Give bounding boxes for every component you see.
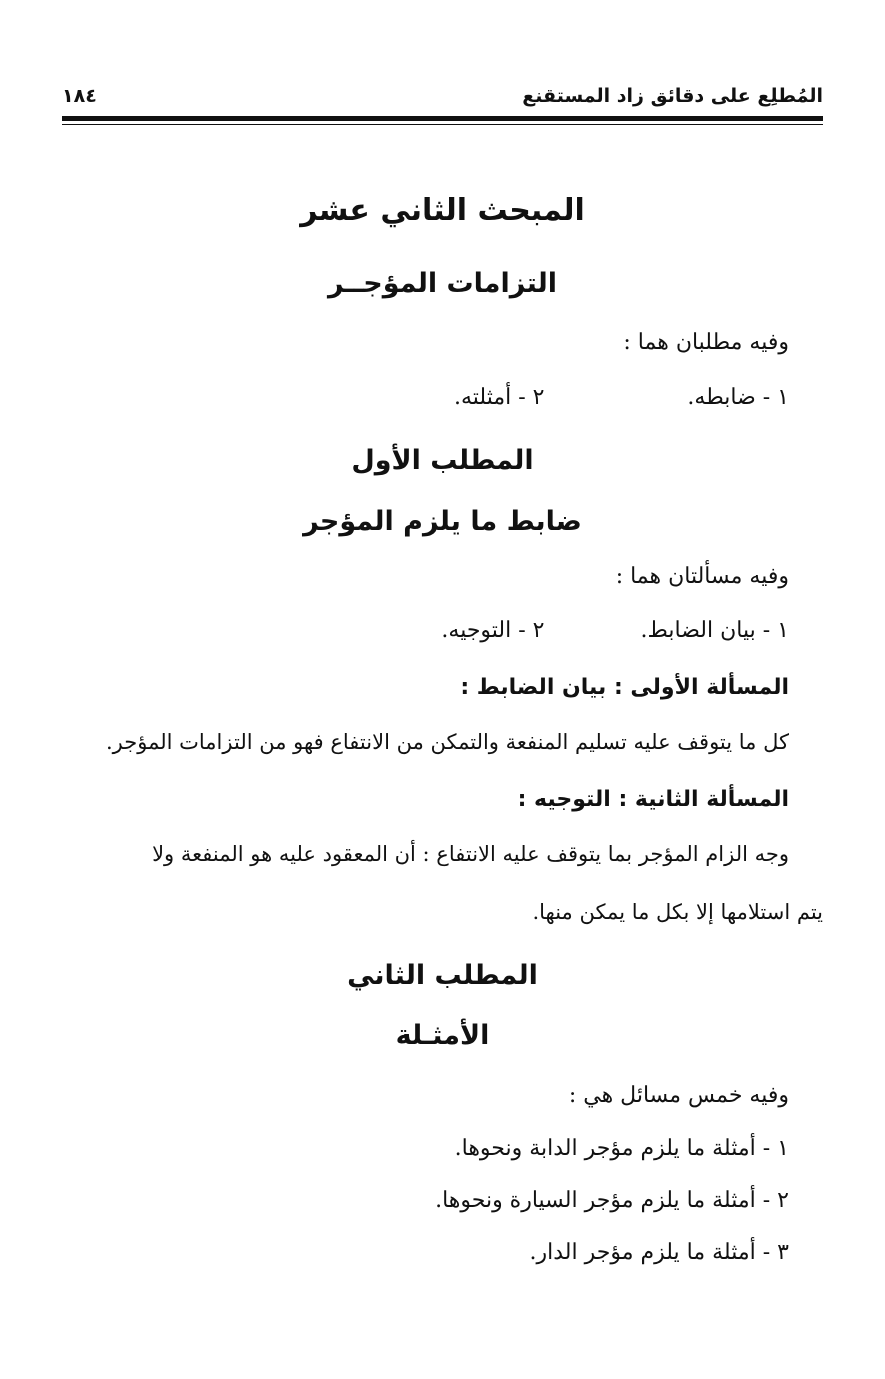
page-number: ١٨٤ xyxy=(62,85,97,107)
list-item: ١ - بيان الضابط. xyxy=(640,618,789,643)
issue2-line1: وجه الزام المؤجر بما يتوقف عليه الانتفاع : أن المعقود عليه هو المنفعة ولا xyxy=(152,842,789,866)
section-intro: وفيه مطلبان هما : xyxy=(623,330,789,355)
section-title: المبحث الثاني عشر xyxy=(300,193,585,228)
list-item: ١ - ضابطه. xyxy=(687,385,789,410)
list-item: ٣ - أمثلة ما يلزم مؤجر الدار. xyxy=(529,1240,789,1265)
section-subtitle: التزامات المؤجــر xyxy=(328,268,557,299)
part1-subtitle: ضابط ما يلزم المؤجر xyxy=(303,506,582,537)
list-item: ٢ - أمثلة ما يلزم مؤجر السيارة ونحوها. xyxy=(435,1188,789,1213)
list-item: ١ - أمثلة ما يلزم مؤجر الدابة ونحوها. xyxy=(454,1136,789,1161)
part1-intro: وفيه مسألتان هما : xyxy=(615,564,789,589)
running-header-title: المُطلِع على دقائق زاد المستقنع xyxy=(522,85,823,107)
part2-title: المطلب الثاني xyxy=(347,960,538,991)
part1-title: المطلب الأول xyxy=(351,445,534,476)
list-item: ٢ - أمثلته. xyxy=(454,385,545,410)
part2-subtitle: الأمثـلة xyxy=(395,1020,490,1051)
part1-items xyxy=(300,618,789,643)
issue1-title: المسألة الأولى : بيان الضابط : xyxy=(460,675,789,700)
issue2-line2: يتم استلامها إلا بكل ما يمكن منها. xyxy=(532,900,823,924)
running-header xyxy=(62,78,823,114)
header-rule-thin xyxy=(62,124,823,125)
section-items xyxy=(300,385,789,410)
issue2-title: المسألة الثانية : التوجيه : xyxy=(517,787,789,812)
list-item: ٢ - التوجيه. xyxy=(441,618,545,643)
part2-intro: وفيه خمس مسائل هي : xyxy=(568,1083,789,1108)
header-rule-thick xyxy=(62,116,823,121)
issue1-text: كل ما يتوقف عليه تسليم المنفعة والتمكن من الانتفاع فهو من التزامات المؤجر. xyxy=(106,730,789,754)
